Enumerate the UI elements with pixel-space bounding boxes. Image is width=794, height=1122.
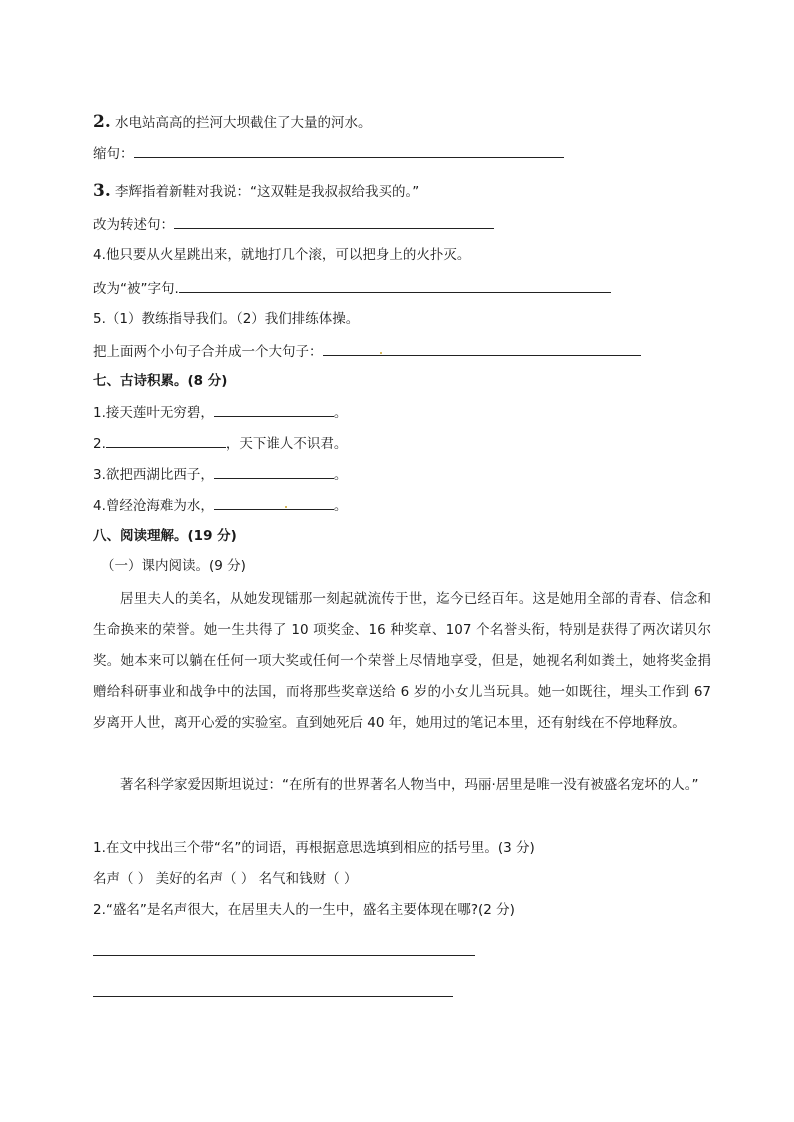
answer-label: 把上面两个小句子合并成一个大句子：	[93, 344, 323, 360]
question-text: 李辉指着新鞋对我说：“这双鞋是我叔叔给我买的。”	[110, 184, 420, 200]
answer-line[interactable]	[93, 955, 475, 956]
poem-line-2	[93, 433, 347, 454]
reading-question-1-options: 名声（ ） 美好的名声（ ） 名气和钱财（ ）	[93, 871, 358, 887]
poem-text: 1.接天莲叶无穷碧，	[93, 405, 214, 421]
answer-blank[interactable]	[179, 278, 611, 293]
answer-row-3	[93, 214, 494, 235]
reading-paragraph-1: 居里夫人的美名，从她发现镭那一刻起就流传于世，迄今已经百年。这是她用全部的青春、信念和生命换来的荣誉。她一生共得了 10 项奖金、16 种奖章、107 个名誉头衔，特别是获得了两次诺贝尔奖。她本来可以躺在任何一项大奖或任何一个荣誉上尽情地享受，但是，她视名利如粪土，她将奖金捐赠给科研事业和战争中的法国，而将那些奖章送给 6 岁的小女儿当玩具。她一如既往，埋头工作到 67 岁离开人世，离开心爱的实验室。直到她死后 40 年，她用过的笔记本里，还有射线在不停地释放。	[93, 591, 711, 731]
reading-question-2: 2.“盛名”是名声很大，在居里夫人的一生中，盛名主要体现在哪?(2 分)	[93, 902, 515, 918]
section-8-title: 八、阅读理解。(19 分)	[93, 528, 237, 544]
answer-blank[interactable]	[174, 214, 494, 229]
poem-text: 。	[333, 467, 348, 483]
poem-blank[interactable]	[214, 402, 334, 417]
question-4	[93, 245, 470, 265]
reading-question-1: 1.在文中找出三个带“名”的词语，再根据意思选填到相应的括号里。(3 分)	[93, 840, 535, 856]
question-number: 3.	[93, 181, 111, 201]
question-3	[93, 181, 419, 202]
section-8-subtitle: （一）课内阅读。(9 分)	[101, 558, 246, 574]
answer-blank[interactable]	[134, 143, 564, 158]
poem-text: 4.曾经沧海难为水，	[93, 498, 214, 514]
answer-row-5	[93, 341, 641, 362]
answer-label: 缩句：	[93, 146, 134, 162]
poem-blank[interactable]	[214, 464, 334, 479]
answer-line[interactable]	[93, 996, 453, 997]
answer-row-2	[93, 143, 564, 164]
poem-text: 2.	[93, 436, 106, 452]
question-text: 5.（1）教练指导我们。（2）我们排练体操。	[93, 311, 360, 327]
question-text: 4.他只要从火星跳出来，就地打几个滚，可以把身上的火扑灭。	[93, 247, 471, 263]
poem-text: 。	[333, 405, 348, 421]
question-2	[93, 112, 372, 133]
poem-text: 。	[333, 498, 348, 514]
answer-row-4	[93, 278, 611, 299]
poem-line-4	[93, 495, 347, 516]
answer-blank[interactable]	[323, 341, 641, 356]
reading-paragraph-2: 著名科学家爱因斯坦说过：“在所有的世界著名人物当中，玛丽·居里是唯一没有被盛名宠坏的人。”	[120, 777, 699, 793]
question-5	[93, 309, 359, 329]
poem-line-1	[93, 402, 347, 423]
section-7-title: 七、古诗积累。(8 分)	[93, 373, 228, 389]
question-text: 水电站高高的拦河大坝截住了大量的河水。	[110, 115, 372, 131]
answer-label: 改为转述句：	[93, 217, 174, 233]
poem-line-3	[93, 464, 347, 485]
answer-label: 改为“被”字句.	[93, 281, 179, 297]
poem-blank[interactable]	[106, 433, 226, 448]
poem-text: ，天下谁人不识君。	[225, 436, 348, 452]
question-number: 2.	[93, 112, 111, 132]
poem-text: 3.欲把西湖比西子，	[93, 467, 214, 483]
poem-blank[interactable]	[214, 495, 334, 510]
